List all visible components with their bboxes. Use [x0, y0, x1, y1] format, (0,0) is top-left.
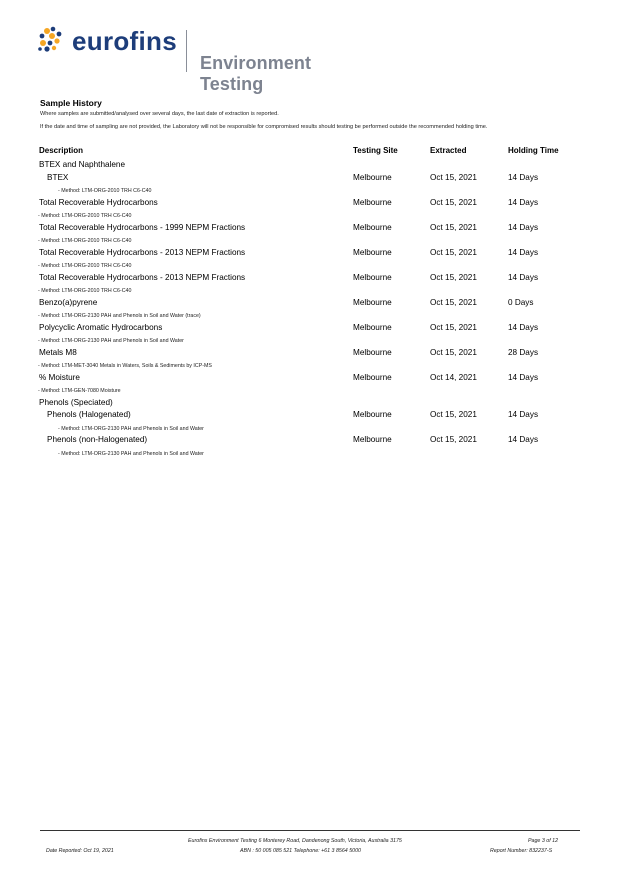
row-extracted: Oct 14, 2021	[430, 372, 477, 382]
brand-name: eurofins	[72, 26, 177, 56]
group-heading	[38, 398, 578, 411]
method-row	[38, 210, 578, 223]
row-site: Melbourne	[353, 247, 392, 257]
row-description: Polycyclic Aromatic Hydrocarbons	[39, 322, 163, 332]
row-holding: 14 Days	[508, 435, 539, 444]
table-row	[38, 410, 578, 423]
table-row	[38, 198, 578, 211]
footer-page-number: Page 3 of 12	[528, 838, 559, 844]
method-text: - Method: LTM-GEN-7080 Moisture	[38, 388, 121, 394]
row-site: Melbourne	[353, 322, 392, 332]
row-site: Melbourne	[353, 297, 392, 307]
table-row	[38, 348, 578, 361]
table-row	[38, 323, 578, 336]
eurofins-dots-icon	[38, 26, 68, 56]
row-extracted: Oct 15, 2021	[430, 410, 477, 419]
table-row	[38, 173, 578, 186]
row-holding: 14 Days	[508, 410, 539, 419]
table-row	[38, 223, 578, 236]
method-text: - Method: LTM-MET-3040 Metals in Waters, Soils & Sediments by ICP-MS	[38, 363, 212, 369]
method-text: - Method: LTM-ORG-2010 TRH C6-C40	[38, 288, 132, 294]
table-row	[38, 248, 578, 261]
group-label: Phenols (Speciated)	[39, 397, 113, 407]
row-extracted: Oct 15, 2021	[430, 435, 477, 444]
row-extracted: Oct 15, 2021	[430, 272, 477, 282]
row-description: Phenols (non-Halogenated)	[47, 435, 148, 444]
row-description: Total Recoverable Hydrocarbons - 2013 NEPM Fractions	[39, 247, 246, 257]
row-extracted: Oct 15, 2021	[430, 222, 477, 232]
row-holding: 14 Days	[508, 372, 539, 382]
row-description: Total Recoverable Hydrocarbons	[39, 197, 158, 207]
method-row	[38, 448, 578, 461]
method-row	[38, 260, 578, 273]
row-site: Melbourne	[353, 372, 392, 382]
row-holding: 28 Days	[508, 347, 539, 357]
table-row	[38, 373, 578, 386]
row-site: Melbourne	[353, 272, 392, 282]
row-site: Melbourne	[353, 172, 392, 182]
footer-abn: ABN : 50 005 085 521 Telephone: +61 3 8564 5000	[240, 848, 362, 854]
row-site: Melbourne	[353, 410, 392, 419]
note-extraction: Where samples are submitted/analysed over several days, the last date of extraction is reported.	[40, 111, 279, 117]
row-site: Melbourne	[353, 222, 392, 232]
method-text: - Method: LTM-ORG-2130 PAH and Phenols in Soil and Water	[38, 338, 184, 344]
method-text: - Method: LTM-ORG-2010 TRH C6-C40	[58, 188, 152, 194]
method-text: - Method: LTM-ORG-2130 PAH and Phenols in Soil and Water	[58, 425, 204, 432]
header-description: Description	[39, 146, 84, 155]
section-title: Sample History	[40, 98, 102, 108]
row-description: Total Recoverable Hydrocarbons - 2013 NEPM Fractions	[39, 272, 246, 282]
row-description: Benzo(a)pyrene	[39, 297, 98, 307]
method-row	[38, 285, 578, 298]
group-heading	[38, 160, 578, 173]
row-extracted: Oct 15, 2021	[430, 297, 477, 307]
header-holding-time: Holding Time	[508, 146, 559, 155]
method-text: - Method: LTM-ORG-2010 TRH C6-C40	[38, 213, 132, 219]
footer-report-number: Report Number: 832237-S	[490, 848, 553, 854]
row-site: Melbourne	[353, 197, 392, 207]
row-holding: 14 Days	[508, 172, 539, 182]
header-extracted: Extracted	[430, 146, 467, 155]
row-holding: 14 Days	[508, 222, 539, 232]
method-text: - Method: LTM-ORG-2010 TRH C6-C40	[38, 263, 132, 269]
logo-divider	[186, 30, 187, 72]
row-holding: 0 Days	[508, 297, 534, 307]
method-text: - Method: LTM-ORG-2130 PAH and Phenols in Soil and Water (trace)	[38, 313, 201, 319]
footer-date-reported: Date Reported: Oct 19, 2021	[46, 848, 114, 854]
method-text: - Method: LTM-ORG-2010 TRH C6-C40	[38, 238, 132, 244]
method-row	[38, 235, 578, 248]
row-extracted: Oct 15, 2021	[430, 197, 477, 207]
table-row	[38, 273, 578, 286]
row-description: Metals M8	[39, 347, 77, 357]
row-holding: 14 Days	[508, 247, 539, 257]
row-description: Phenols (Halogenated)	[47, 410, 131, 419]
note-sampling: If the date and time of sampling are not provided, the Laboratory will not be responsible for compromised results should testing be performed outside the recommended holding time.	[40, 124, 488, 130]
method-row	[38, 335, 578, 348]
method-text: - Method: LTM-ORG-2130 PAH and Phenols in Soil and Water	[58, 450, 204, 457]
row-site: Melbourne	[353, 435, 392, 444]
row-holding: 14 Days	[508, 197, 539, 207]
brand-subtitle: Environment Testing	[200, 53, 312, 94]
row-holding: 14 Days	[508, 322, 539, 332]
row-holding: 14 Days	[508, 272, 539, 282]
row-description: Total Recoverable Hydrocarbons - 1999 NEPM Fractions	[39, 222, 246, 232]
row-extracted: Oct 15, 2021	[430, 172, 477, 182]
footer-address: Eurofins Environment Testing 6 Monterey Road, Dandenong South, Victoria, Australia 3175	[188, 838, 402, 844]
method-row	[38, 310, 578, 323]
row-extracted: Oct 15, 2021	[430, 322, 477, 332]
eurofins-logo	[38, 26, 378, 94]
header-testing-site: Testing Site	[353, 146, 398, 155]
row-description: % Moisture	[39, 372, 80, 382]
method-row	[38, 423, 578, 436]
group-label: BTEX and Naphthalene	[39, 160, 126, 169]
footer-divider	[40, 830, 580, 831]
method-row	[38, 185, 578, 198]
sample-history-table	[38, 146, 578, 460]
method-row	[38, 385, 578, 398]
table-row	[38, 298, 578, 311]
table-header	[38, 146, 578, 160]
row-extracted: Oct 15, 2021	[430, 347, 477, 357]
row-extracted: Oct 15, 2021	[430, 247, 477, 257]
row-description: BTEX	[47, 172, 69, 182]
table-row	[38, 435, 578, 448]
row-site: Melbourne	[353, 347, 392, 357]
method-row	[38, 360, 578, 373]
